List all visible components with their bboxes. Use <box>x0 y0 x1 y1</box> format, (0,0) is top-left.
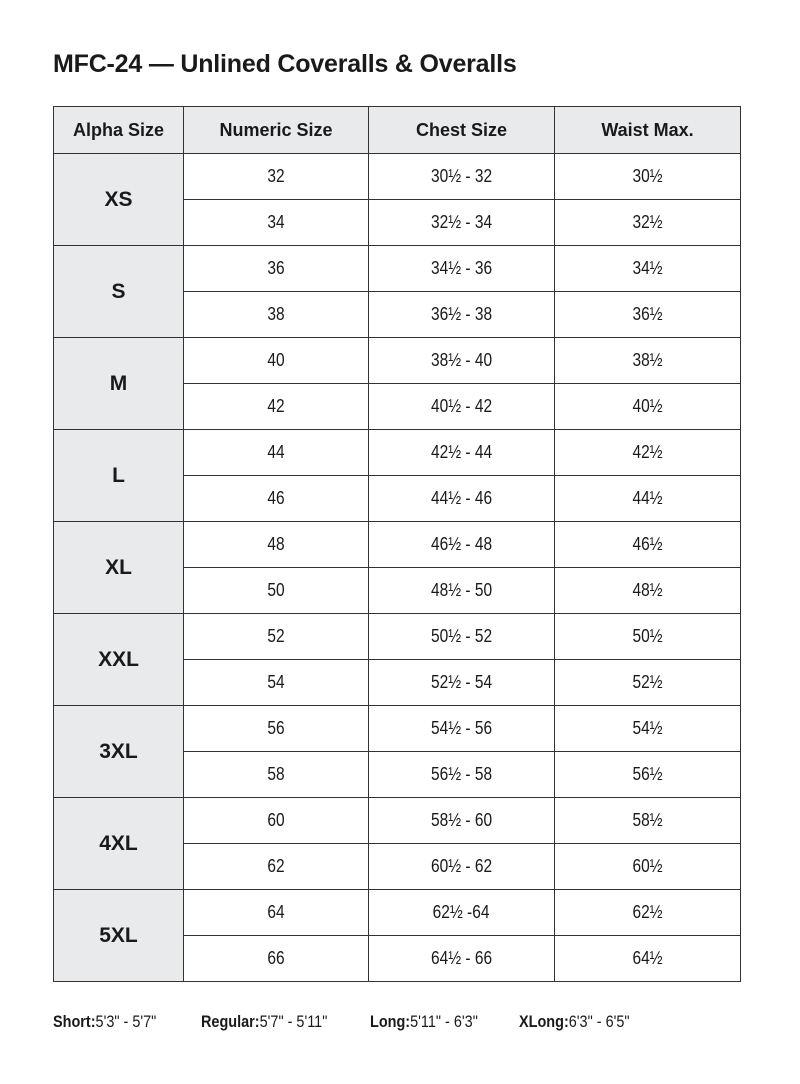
alpha-size-cell: S <box>54 246 184 338</box>
numeric-size-cell-text: 54 <box>267 672 285 692</box>
waist-max-cell-text: 50½ <box>632 626 663 646</box>
chest-size-cell-text: 64½ - 66 <box>430 948 493 968</box>
table-row <box>54 798 741 844</box>
waist-max-cell-text: 52½ <box>632 672 663 692</box>
chest-size-cell <box>369 338 555 384</box>
waist-max-cell <box>555 292 741 338</box>
waist-max-cell <box>555 798 741 844</box>
numeric-size-cell-text: 50 <box>267 580 285 600</box>
numeric-size-cell-text: 66 <box>267 948 285 968</box>
numeric-size-cell-text: 46 <box>267 488 285 508</box>
legend-short <box>53 1012 175 1032</box>
legend-label: Regular: <box>201 1012 260 1031</box>
numeric-size-cell <box>184 936 369 982</box>
legend-label: Short: <box>53 1012 96 1031</box>
numeric-size-cell-text: 64 <box>267 902 285 922</box>
waist-max-cell <box>555 246 741 292</box>
waist-max-cell <box>555 936 741 982</box>
header-alpha-size: Alpha Size <box>54 107 184 154</box>
size-chart-table <box>53 106 741 982</box>
waist-max-cell-text: 38½ <box>632 350 663 370</box>
waist-max-cell <box>555 338 741 384</box>
waist-max-cell <box>555 752 741 798</box>
waist-max-cell-text: 40½ <box>632 396 663 416</box>
numeric-size-cell <box>184 246 369 292</box>
chest-size-cell-text: 60½ - 62 <box>430 856 493 876</box>
numeric-size-cell-text: 42 <box>267 396 285 416</box>
chest-size-cell <box>369 614 555 660</box>
waist-max-cell-text: 30½ <box>632 166 663 186</box>
waist-max-cell <box>555 522 741 568</box>
header-numeric-size: Numeric Size <box>184 107 369 154</box>
page-title: MFC-24 — Unlined Coveralls & Overalls <box>53 50 517 78</box>
numeric-size-cell <box>184 522 369 568</box>
header-waist-max: Waist Max. <box>555 107 741 154</box>
numeric-size-cell <box>184 200 369 246</box>
waist-max-cell <box>555 844 741 890</box>
chest-size-cell-text: 62½ -64 <box>433 902 490 922</box>
chest-size-cell-text: 34½ - 36 <box>430 258 493 278</box>
chest-size-cell <box>369 706 555 752</box>
numeric-size-cell-text: 34 <box>267 212 285 232</box>
chest-size-cell-text: 56½ - 58 <box>430 764 493 784</box>
table-row <box>54 706 741 752</box>
numeric-size-cell <box>184 614 369 660</box>
chest-size-cell <box>369 660 555 706</box>
chest-size-cell <box>369 522 555 568</box>
waist-max-cell <box>555 476 741 522</box>
table-row <box>54 430 741 476</box>
numeric-size-cell-text: 36 <box>267 258 285 278</box>
numeric-size-cell-text: 62 <box>267 856 285 876</box>
numeric-size-cell <box>184 890 369 936</box>
numeric-size-cell <box>184 338 369 384</box>
legend-long <box>370 1012 497 1032</box>
legend-value: 6'3" - 6'5" <box>568 1012 630 1031</box>
numeric-size-cell <box>184 430 369 476</box>
numeric-size-cell <box>184 476 369 522</box>
numeric-size-cell-text: 58 <box>267 764 285 784</box>
waist-max-cell <box>555 430 741 476</box>
chest-size-cell <box>369 798 555 844</box>
waist-max-cell <box>555 660 741 706</box>
alpha-size-cell: 4XL <box>54 798 184 890</box>
waist-max-cell <box>555 384 741 430</box>
legend-label: XLong: <box>519 1012 569 1031</box>
waist-max-cell <box>555 200 741 246</box>
legend-value: 5'3" - 5'7" <box>95 1012 157 1031</box>
waist-max-cell-text: 44½ <box>632 488 663 508</box>
chest-size-cell <box>369 844 555 890</box>
alpha-size-cell: XS <box>54 154 184 246</box>
chest-size-cell-text: 54½ - 56 <box>430 718 493 738</box>
chest-size-cell <box>369 752 555 798</box>
alpha-size-cell: 3XL <box>54 706 184 798</box>
chest-size-cell-text: 42½ - 44 <box>430 442 493 462</box>
legend-xlong <box>519 1012 649 1032</box>
chest-size-cell <box>369 890 555 936</box>
chest-size-cell <box>369 384 555 430</box>
legend-value: 5'11" - 6'3" <box>410 1012 478 1031</box>
table-row <box>54 338 741 384</box>
chest-size-cell <box>369 936 555 982</box>
table-row <box>54 246 741 292</box>
table-row <box>54 522 741 568</box>
waist-max-cell <box>555 614 741 660</box>
alpha-size-cell: 5XL <box>54 890 184 982</box>
waist-max-cell-text: 54½ <box>632 718 663 738</box>
waist-max-cell-text: 48½ <box>632 580 663 600</box>
chest-size-cell <box>369 246 555 292</box>
numeric-size-cell <box>184 798 369 844</box>
chest-size-cell <box>369 292 555 338</box>
waist-max-cell <box>555 154 741 200</box>
chest-size-cell-text: 48½ - 50 <box>430 580 493 600</box>
numeric-size-cell-text: 38 <box>267 304 285 324</box>
waist-max-cell-text: 62½ <box>632 902 663 922</box>
numeric-size-cell-text: 32 <box>267 166 285 186</box>
numeric-size-cell <box>184 660 369 706</box>
chest-size-cell-text: 36½ - 38 <box>430 304 493 324</box>
numeric-size-cell <box>184 154 369 200</box>
waist-max-cell-text: 42½ <box>632 442 663 462</box>
waist-max-cell-text: 36½ <box>632 304 663 324</box>
waist-max-cell-text: 34½ <box>632 258 663 278</box>
waist-max-cell <box>555 890 741 936</box>
numeric-size-cell-text: 52 <box>267 626 285 646</box>
alpha-size-cell: L <box>54 430 184 522</box>
table-row <box>54 154 741 200</box>
numeric-size-cell <box>184 706 369 752</box>
waist-max-cell-text: 56½ <box>632 764 663 784</box>
waist-max-cell-text: 46½ <box>632 534 663 554</box>
waist-max-cell-text: 60½ <box>632 856 663 876</box>
header-row <box>54 107 741 154</box>
table-row <box>54 890 741 936</box>
numeric-size-cell <box>184 568 369 614</box>
legend-regular <box>201 1012 350 1032</box>
chest-size-cell-text: 46½ - 48 <box>430 534 493 554</box>
chest-size-cell-text: 38½ - 40 <box>430 350 493 370</box>
waist-max-cell <box>555 568 741 614</box>
numeric-size-cell-text: 48 <box>267 534 285 554</box>
waist-max-cell-text: 32½ <box>632 212 663 232</box>
chest-size-cell <box>369 476 555 522</box>
numeric-size-cell <box>184 384 369 430</box>
chest-size-cell-text: 40½ - 42 <box>430 396 493 416</box>
table-row <box>54 614 741 660</box>
waist-max-cell-text: 64½ <box>632 948 663 968</box>
chest-size-cell-text: 58½ - 60 <box>430 810 493 830</box>
numeric-size-cell-text: 56 <box>267 718 285 738</box>
legend-value: 5'7" - 5'11" <box>259 1012 328 1031</box>
alpha-size-cell: XL <box>54 522 184 614</box>
numeric-size-cell-text: 60 <box>267 810 285 830</box>
numeric-size-cell <box>184 844 369 890</box>
alpha-size-cell: M <box>54 338 184 430</box>
waist-max-cell-text: 58½ <box>632 810 663 830</box>
legend-label: Long: <box>370 1012 411 1031</box>
numeric-size-cell-text: 44 <box>267 442 285 462</box>
chest-size-cell <box>369 430 555 476</box>
chest-size-cell <box>369 568 555 614</box>
chest-size-cell-text: 32½ - 34 <box>430 212 493 232</box>
chest-size-cell-text: 50½ - 52 <box>430 626 493 646</box>
numeric-size-cell <box>184 752 369 798</box>
chest-size-cell <box>369 200 555 246</box>
numeric-size-cell <box>184 292 369 338</box>
chest-size-cell <box>369 154 555 200</box>
chest-size-cell-text: 44½ - 46 <box>430 488 493 508</box>
waist-max-cell <box>555 706 741 752</box>
chest-size-cell-text: 30½ - 32 <box>430 166 493 186</box>
alpha-size-cell: XXL <box>54 614 184 706</box>
numeric-size-cell-text: 40 <box>267 350 285 370</box>
header-chest-size: Chest Size <box>369 107 555 154</box>
chest-size-cell-text: 52½ - 54 <box>430 672 493 692</box>
